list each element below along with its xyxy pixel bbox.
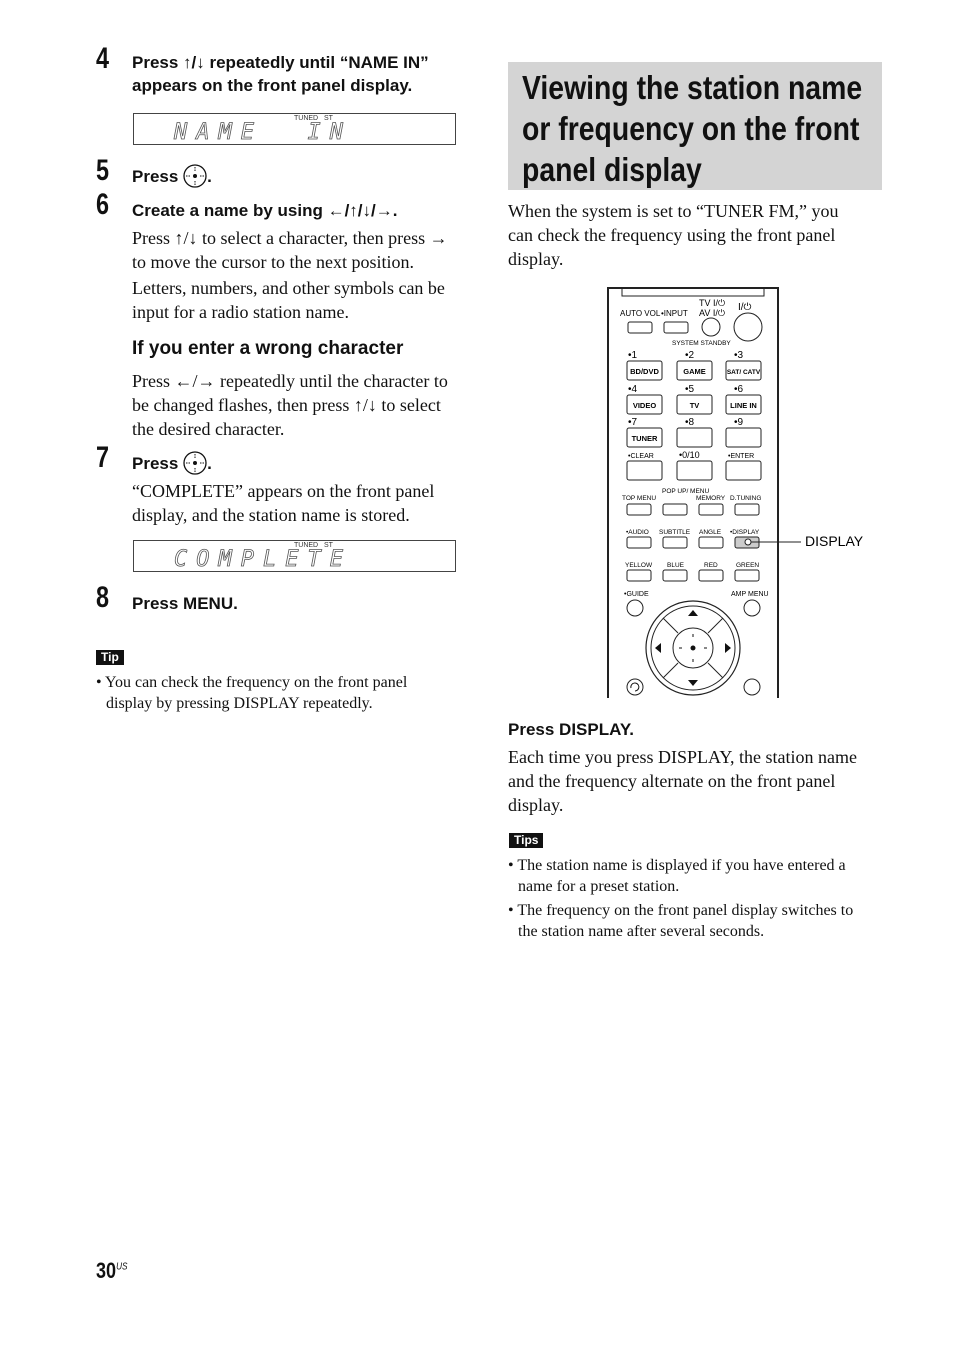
yellow-button — [627, 570, 651, 581]
auto-vol-button — [628, 322, 652, 333]
page-region-suffix: US — [116, 1261, 128, 1273]
intro-line: can check the frequency using the front panel — [508, 225, 836, 245]
tips-list — [508, 855, 853, 942]
step-number-8: 8 — [96, 581, 110, 614]
wrong-character-line: be changed flashes, then press ↑/↓ to select — [132, 395, 441, 415]
intro-line: display. — [508, 249, 564, 269]
green-button — [735, 570, 759, 581]
page-number-value: 30 — [96, 1258, 117, 1283]
front-panel-display-name-in — [133, 113, 456, 145]
num-label: •2 — [685, 350, 695, 361]
audio-button — [627, 537, 651, 548]
num-label: •4 — [628, 384, 638, 395]
press-display-line: and the frequency alternate on the front panel — [508, 771, 836, 791]
tv-power-label: TV I/⏻ — [699, 298, 726, 308]
top-menu-button — [627, 504, 651, 515]
input-label: •INPUT — [661, 309, 688, 318]
wrong-character-line: the desired character. — [132, 419, 285, 439]
clear-button — [627, 461, 662, 480]
step-6-heading: Create a name by using ←/↑/↓/→. — [132, 201, 398, 220]
power-label: I/⏻ — [738, 302, 752, 313]
video-text: VIDEO — [632, 401, 657, 410]
step-6-body-line: Letters, numbers, and other symbols can be — [132, 278, 445, 298]
auto-vol-label: AUTO VOL — [620, 309, 661, 318]
display-button-dot — [745, 539, 751, 545]
stereo-indicator: ST — [324, 542, 333, 549]
tip-line: • You can check the frequency on the front panel — [96, 674, 408, 691]
tuned-indicator: TUNED — [294, 115, 319, 122]
subtitle-button — [663, 537, 687, 548]
step-number-6: 6 — [96, 188, 110, 221]
step-6-body-line: to move the cursor to the next position. — [132, 252, 414, 272]
press-display-line: Each time you press DISPLAY, the station name — [508, 747, 857, 767]
display-label: •DISPLAY — [730, 529, 760, 536]
clear-label: •CLEAR — [628, 453, 654, 460]
blue-label: BLUE — [667, 562, 684, 569]
step-8-heading: Press MENU. — [132, 594, 238, 613]
system-standby-label: SYSTEM STANDBY — [672, 340, 731, 347]
press-display-body — [508, 745, 857, 817]
step-5-heading: Press . — [132, 164, 212, 188]
dpad-center-dot — [691, 646, 696, 651]
number-buttons — [627, 350, 761, 447]
popup-menu-button — [663, 504, 687, 515]
section-title-banner — [508, 62, 882, 190]
tv-text: TV — [689, 401, 700, 410]
remote-control-illustration — [600, 284, 890, 698]
amp-menu-button — [744, 600, 760, 616]
press-display-heading: Press DISPLAY. — [508, 720, 634, 739]
directional-pad — [646, 601, 740, 695]
step-6-body-line: Press ↑/↓ to select a character, then press → — [132, 228, 448, 248]
num-label: •7 — [628, 417, 638, 428]
num-label: •6 — [734, 384, 744, 395]
memory-button — [699, 504, 723, 515]
tip-line: • The frequency on the front panel display switches to — [508, 902, 854, 919]
yellow-label: YELLOW — [625, 562, 653, 569]
front-panel-display-complete — [133, 540, 456, 572]
step-number-5: 5 — [96, 154, 110, 187]
enter-button-icon — [183, 451, 207, 475]
popup-menu-label: POP UP/ MENU — [662, 488, 710, 495]
step-number-7: 7 — [96, 441, 110, 474]
angle-label: ANGLE — [699, 529, 722, 536]
step-7-heading: Press . — [132, 451, 212, 475]
green-label: GREEN — [736, 562, 760, 569]
lcd-text: NAME IN — [174, 120, 352, 145]
d-tuning-label: D.TUNING — [730, 495, 762, 502]
num-9-button — [726, 428, 761, 447]
tip-line: • The station name is displayed if you have entered a — [508, 857, 846, 874]
amp-menu-label: AMP MENU — [731, 591, 769, 598]
section-title — [522, 67, 883, 190]
blue-button — [663, 570, 687, 581]
audio-label: •AUDIO — [626, 529, 649, 536]
tip-line: name for a preset station. — [518, 878, 680, 895]
tip-text — [96, 672, 407, 714]
lcd-text: COMPLETE — [174, 547, 352, 572]
tip-line: the station name after several seconds. — [518, 923, 765, 940]
zero-ten-button — [677, 461, 712, 480]
top-menu-label: TOP MENU — [622, 495, 657, 502]
tip-badge: Tip — [96, 650, 124, 665]
num-8-button — [677, 428, 712, 447]
subtitle-label: SUBTITLE — [659, 529, 691, 536]
num-label: •3 — [734, 350, 744, 361]
input-button — [664, 322, 688, 333]
options-button — [744, 679, 760, 695]
num-label: •5 — [685, 384, 695, 395]
zero-ten-label: •0/10 — [679, 450, 700, 460]
step-4-line-2: appears on the front panel display. — [132, 76, 413, 95]
step-5-text: Press — [132, 167, 179, 186]
tip-item — [508, 900, 853, 942]
tuner-text: TUNER — [631, 434, 658, 443]
sat-catv-text: SAT/ CATV — [726, 369, 761, 376]
press-display-line: display. — [508, 795, 564, 815]
tip-item — [508, 855, 853, 897]
game-text: GAME — [683, 367, 706, 376]
tips-badge: Tips — [509, 833, 543, 848]
bd-dvd-text: BD/DVD — [630, 367, 659, 376]
wrong-character-body — [132, 369, 448, 441]
tip-line: display by pressing DISPLAY repeatedly. — [106, 695, 373, 712]
enter-button-icon — [183, 164, 207, 188]
step-7-body-line: “COMPLETE” appears on the front panel — [132, 481, 435, 501]
guide-label: •GUIDE — [624, 591, 649, 598]
section-title-line: panel display — [522, 151, 702, 188]
wrong-character-line: Press ←/→ repeatedly until the character to — [132, 371, 448, 391]
tv-av-power-button — [702, 318, 720, 336]
enter-button — [726, 461, 761, 480]
page-number — [96, 1258, 127, 1284]
wrong-character-subheading: If you enter a wrong character — [132, 338, 404, 359]
d-tuning-button — [735, 504, 759, 515]
section-title-line: or frequency on the front — [522, 110, 860, 147]
red-label: RED — [704, 562, 718, 569]
guide-button — [627, 600, 643, 616]
intro-line: When the system is set to “TUNER FM,” you — [508, 201, 839, 221]
step-7-body-line: display, and the station name is stored. — [132, 505, 410, 525]
display-callout-label: DISPLAY — [805, 533, 864, 549]
red-button — [699, 570, 723, 581]
remote-top-edge — [622, 288, 764, 296]
step-6-body-line: input for a radio station name. — [132, 302, 349, 322]
intro-text — [508, 199, 838, 271]
num-label: •8 — [685, 417, 695, 428]
line-in-text: LINE IN — [730, 401, 757, 410]
num-label: •1 — [628, 350, 638, 361]
return-button — [627, 679, 643, 695]
step-4-line-1: Press ↑/↓ repeatedly until “NAME IN” — [132, 53, 429, 72]
enter-label: •ENTER — [728, 453, 755, 460]
step-4-heading — [132, 51, 429, 97]
step-7-body — [132, 479, 434, 527]
step-7-text: Press — [132, 454, 179, 473]
angle-button — [699, 537, 723, 548]
step-number-4: 4 — [96, 42, 110, 75]
section-title-line: Viewing the station name — [522, 69, 863, 106]
tuned-indicator: TUNED — [294, 542, 319, 549]
memory-label: MEMORY — [696, 495, 726, 502]
stereo-indicator: ST — [324, 115, 333, 122]
av-power-label: AV I/⏻ — [699, 308, 725, 318]
power-button — [734, 313, 762, 341]
num-label: •9 — [734, 417, 744, 428]
step-6-body — [132, 226, 448, 324]
